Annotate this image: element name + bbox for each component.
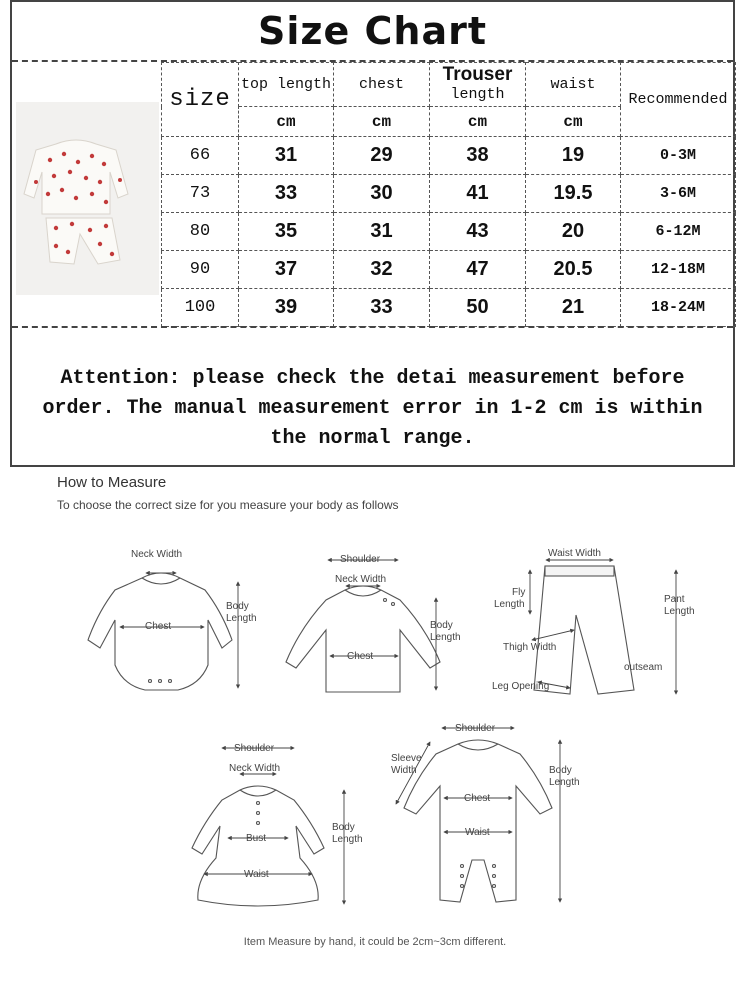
- chest-cell: 32: [334, 251, 430, 289]
- label-shoulder: Shoulder: [340, 554, 381, 565]
- recommended-cell: 6-12M: [621, 213, 736, 251]
- unit-cell: cm: [526, 107, 621, 137]
- label-chest: Chest: [347, 651, 374, 662]
- chest-cell: 30: [334, 175, 430, 213]
- label-shoulder: Shoulder: [234, 743, 275, 754]
- how-to-measure-title: How to Measure: [57, 474, 167, 491]
- top-length-cell: 39: [239, 289, 334, 327]
- trouser-label: Trouser: [442, 63, 513, 85]
- size-cell: 73: [162, 175, 239, 213]
- label-neck-width: Neck Width: [131, 549, 183, 560]
- top-length-cell: 35: [239, 213, 334, 251]
- attention-line-3: the normal range.: [270, 427, 475, 450]
- label-pant: Pant: [664, 594, 685, 605]
- top-length-cell: 33: [239, 175, 334, 213]
- chest-cell: 31: [334, 213, 430, 251]
- size-cell: 80: [162, 213, 239, 251]
- label-leg-opening: Leg Opening: [492, 681, 550, 692]
- col-header-top-length: top length: [239, 63, 334, 107]
- label-bust: Bust: [246, 833, 267, 844]
- label-body: Body: [332, 822, 355, 833]
- label-width: Width: [391, 765, 417, 776]
- tee-diagram: [286, 586, 440, 692]
- how-to-measure-subtitle: To choose the correct size for you measure your body as follows: [57, 498, 399, 512]
- label-length: Length: [549, 777, 580, 788]
- label-waist-width: Waist Width: [548, 548, 601, 559]
- attention-line-1: Attention: please check the detai measurement before: [60, 367, 685, 390]
- pants-diagram: [534, 566, 634, 694]
- romper-diagram: [404, 740, 552, 902]
- trouser-sub-label: length: [450, 85, 505, 103]
- trouser-cell: 50: [430, 289, 526, 327]
- dress-diagram: [192, 786, 324, 906]
- unit-cell: cm: [334, 107, 430, 137]
- size-cell: 66: [162, 137, 239, 175]
- label-body: Body: [226, 601, 249, 612]
- label-neck-width: Neck Width: [229, 763, 281, 774]
- label-body: Body: [549, 765, 572, 776]
- label-waist: Waist: [465, 827, 490, 838]
- unit-cell: cm: [430, 107, 526, 137]
- top-length-cell: 31: [239, 137, 334, 175]
- label-shoulder: Shoulder: [455, 723, 496, 734]
- label-length: Length: [430, 632, 461, 643]
- label-chest: Chest: [464, 793, 491, 804]
- label-length: Length: [332, 834, 363, 845]
- label-outseam: outseam: [624, 662, 663, 673]
- trouser-cell: 43: [430, 213, 526, 251]
- recommended-cell: 18-24M: [621, 289, 736, 327]
- label-neck-width: Neck Width: [335, 574, 387, 585]
- waist-cell: 20: [526, 213, 621, 251]
- unit-cell: cm: [239, 107, 334, 137]
- size-cell: 90: [162, 251, 239, 289]
- footer-note: Item Measure by hand, it could be 2cm~3cm different.: [243, 936, 507, 948]
- label-waist: Waist: [244, 869, 269, 880]
- label-body: Body: [430, 620, 453, 631]
- label-length: Length: [494, 599, 525, 610]
- trouser-cell: 41: [430, 175, 526, 213]
- waist-cell: 20.5: [526, 251, 621, 289]
- label-thigh-width: Thigh Width: [503, 642, 557, 653]
- attention-line-2: order. The manual measurement error in 1-2 cm is within: [42, 397, 703, 420]
- label-sleeve: Sleeve: [391, 753, 422, 764]
- recommended-cell: 0-3M: [621, 137, 736, 175]
- col-header-recommended: Recommended: [621, 63, 736, 137]
- col-header-waist: waist: [526, 63, 621, 107]
- recommended-cell: 12-18M: [621, 251, 736, 289]
- chest-cell: 29: [334, 137, 430, 175]
- chart-title: Size Chart: [257, 9, 487, 53]
- label-fly: Fly: [512, 587, 526, 598]
- label-length: Length: [664, 606, 695, 617]
- recommended-cell: 3-6M: [621, 175, 736, 213]
- waist-cell: 19.5: [526, 175, 621, 213]
- top-length-cell: 37: [239, 251, 334, 289]
- trouser-cell: 38: [430, 137, 526, 175]
- size-cell: 100: [162, 289, 239, 327]
- chest-cell: 33: [334, 289, 430, 327]
- label-length: Length: [226, 613, 257, 624]
- waist-cell: 19: [526, 137, 621, 175]
- size-header: size: [162, 63, 239, 137]
- col-header-chest: chest: [334, 63, 430, 107]
- trouser-cell: 47: [430, 251, 526, 289]
- label-chest: Chest: [145, 621, 172, 632]
- waist-cell: 21: [526, 289, 621, 327]
